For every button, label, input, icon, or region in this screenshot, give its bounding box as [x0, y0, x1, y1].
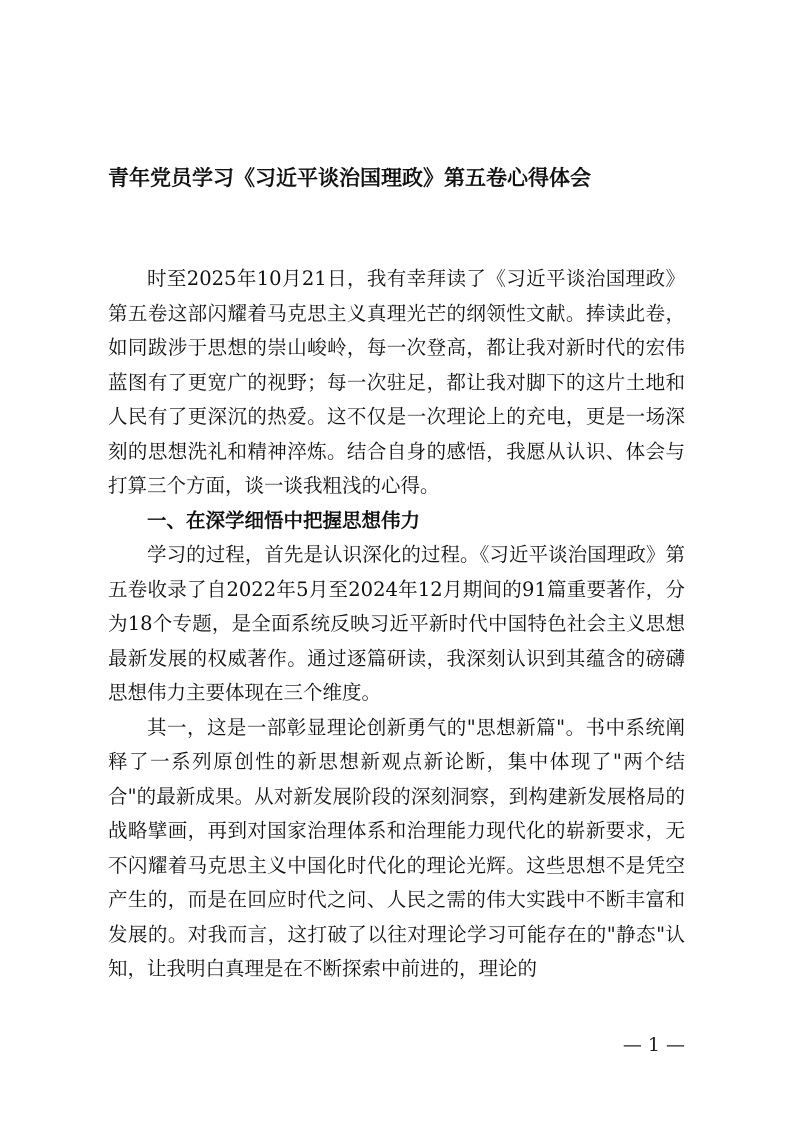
- document-title: 青年党员学习《习近平谈治国理政》第五卷心得体会: [108, 166, 591, 190]
- section-heading: 一、在深学细悟中把握思想伟力: [147, 508, 421, 532]
- document-body: [108, 262, 685, 987]
- page-number: — 1 —: [622, 1034, 685, 1056]
- body-paragraph: 其一，这是一部彰显理论创新勇气的"思想新篇"。书中系统阐释了一系列原创性的新思想新观点新论断，集中体现了"两个结合"的最新成果。从对新发展阶段的深刻洞察，到构建新发展格局的战略擘画，再到对国家治理体系和治理能力现代化的崭新要求，无不闪耀着马克思主义中国化时代化的理论光辉。这些思想不是凭空产生的，而是在回应时代之问、人民之需的伟大实践中不断丰富和发展的。对我而言，这打破了以往对理论学习可能存在的"静态"认知，让我明白真理是在不断探索中前进的，理论的: [108, 715, 685, 980]
- intro-paragraph: 时至2025年10月21日，我有幸拜读了《习近平谈治国理政》第五卷这部闪耀着马克思主义真理光芒的纲领性文献。捧读此卷，如同跋涉于思想的崇山峻岭，每一次登高，都让我对新时代的宏伟蓝图有了更宽广的视野；每一次驻足，都让我对脚下的这片土地和人民有了更深沉的热爱。这不仅是一次理论上的充电，更是一场深刻的思想洗礼和精神淬炼。结合自身的感悟，我愿从认识、体会与打算三个方面，谈一谈我粗浅的心得。: [108, 267, 685, 497]
- body-paragraph: 学习的过程，首先是认识深化的过程。《习近平谈治国理政》第五卷收录了自2022年5月至2024年12月期间的91篇重要著作，分为18个专题，是全面系统反映习近平新时代中国特色社会主义思想最新发展的权威著作。通过逐篇研读，我深刻认识到其蕴含的磅礴思想伟力主要体现在三个维度。: [108, 543, 685, 704]
